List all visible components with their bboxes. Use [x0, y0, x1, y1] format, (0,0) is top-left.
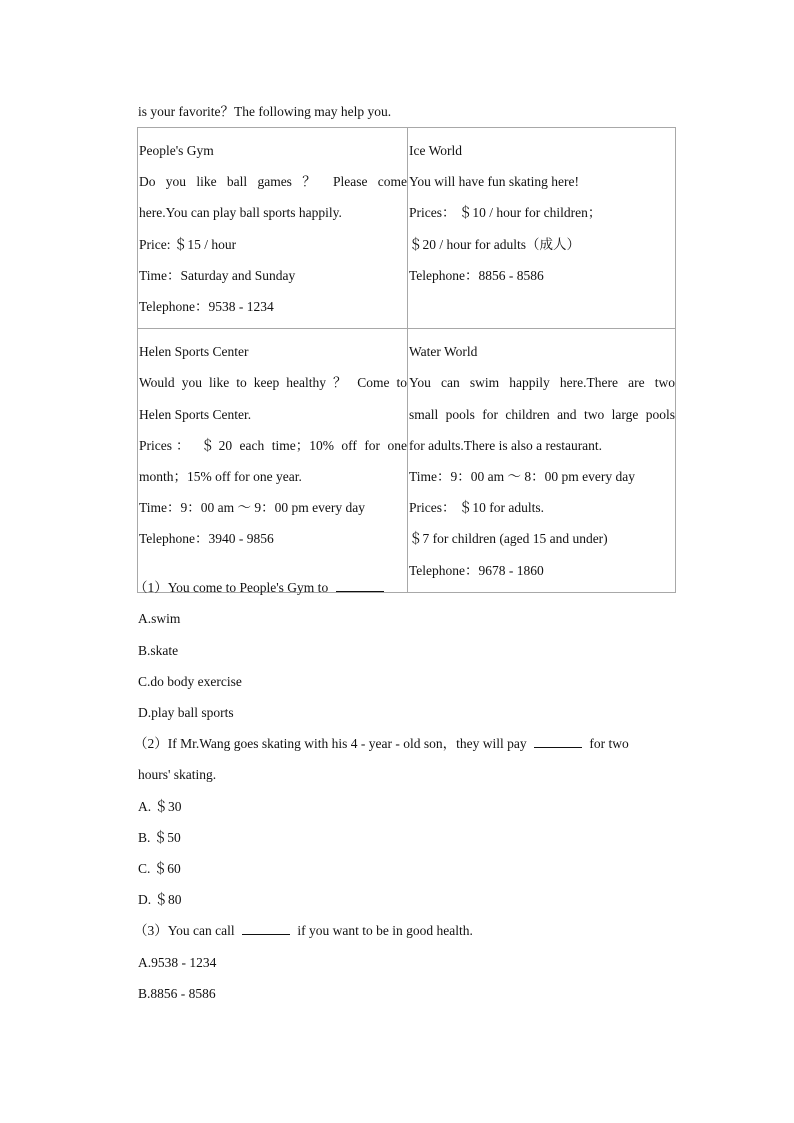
ad-line: Do you like ball games ？ Please come [139, 174, 407, 190]
ad-title: People's Gym [139, 143, 214, 158]
question-text: for two [589, 736, 629, 751]
ad-title: Water World [409, 344, 478, 360]
ad-line: Telephone：8856 - 8586 [409, 267, 544, 283]
question-number: （3） [134, 923, 168, 938]
option-a[interactable]: A.9538 - 1234 [138, 955, 217, 970]
ad-line: Time：Saturday and Sunday [139, 267, 296, 283]
ad-line: Would you like to keep healthy ？ Come to [139, 375, 407, 391]
option-b[interactable]: B.8856 - 8586 [138, 986, 216, 1001]
question-text: You come to People's Gym to [167, 580, 329, 595]
question-text: If Mr.Wang goes skating with his 4 - year - old son，they will pay [167, 736, 527, 751]
option-a[interactable]: A. ＄30 [138, 799, 182, 814]
ad-line: ＄20 / hour for adults（成人） [409, 236, 580, 252]
answer-blank[interactable] [336, 579, 384, 592]
intro-text: is your favorite？The following may help you. [138, 104, 392, 119]
ad-line: month；15% off for one year. [139, 469, 302, 485]
option-b[interactable]: B. ＄50 [138, 830, 181, 845]
ad-line: Telephone：3940 - 9856 [139, 531, 274, 547]
question-3-stem [134, 922, 473, 940]
ad-title: Helen Sports Center [139, 344, 249, 360]
ad-line: small pools for children and two large pools [409, 406, 675, 422]
ad-line: Prices： ＄10 for adults. [409, 500, 544, 516]
question-number: （1） [134, 580, 168, 595]
option-b[interactable]: B.skate [138, 643, 179, 658]
ad-line: Time：9：00 am ～ 8：00 pm every day [409, 469, 635, 485]
option-d[interactable]: D. ＄80 [138, 892, 182, 907]
ad-line: ＄7 for children (aged 15 and under) [409, 531, 608, 547]
ad-water-world [408, 329, 676, 593]
ad-title: Ice World [409, 143, 463, 158]
ad-line: Prices： ＄20 each time；10% off for one [139, 437, 407, 453]
ad-line: You can swim happily here.There are two [409, 375, 675, 391]
option-a[interactable]: A.swim [138, 611, 181, 626]
ad-line: Price: ＄15 / hour [139, 236, 237, 252]
ad-ice-world [408, 128, 676, 329]
ad-peoples-gym [138, 128, 408, 329]
answer-blank[interactable] [534, 735, 582, 748]
ad-line: Telephone：9678 - 1860 [409, 562, 544, 578]
table-row [138, 329, 676, 593]
question-number: （2） [134, 736, 168, 751]
option-c[interactable]: C.do body exercise [138, 674, 242, 689]
option-c[interactable]: C. ＄60 [138, 861, 181, 876]
ad-helen-sports-center [138, 329, 408, 593]
question-2-stem-cont: hours' skating. [138, 767, 217, 782]
ads-table [137, 127, 676, 593]
ad-line: Prices： ＄10 / hour for children； [409, 205, 602, 221]
ad-line: Telephone：9538 - 1234 [139, 299, 274, 315]
ad-line: Helen Sports Center. [139, 406, 252, 422]
question-1-stem [134, 579, 388, 597]
ad-line: for adults.There is also a restaurant. [409, 437, 603, 453]
question-2-stem [134, 735, 629, 753]
answer-blank[interactable] [242, 922, 290, 935]
ad-line: here.You can play ball sports happily. [139, 205, 342, 221]
ad-line: Time：9：00 am ～ 9：00 pm every day [139, 500, 365, 516]
ad-line: You will have fun skating here! [409, 174, 579, 190]
table-row [138, 128, 676, 329]
question-text: You can call [167, 923, 235, 938]
question-text: if you want to be in good health. [297, 923, 473, 938]
option-d[interactable]: D.play ball sports [138, 705, 234, 720]
